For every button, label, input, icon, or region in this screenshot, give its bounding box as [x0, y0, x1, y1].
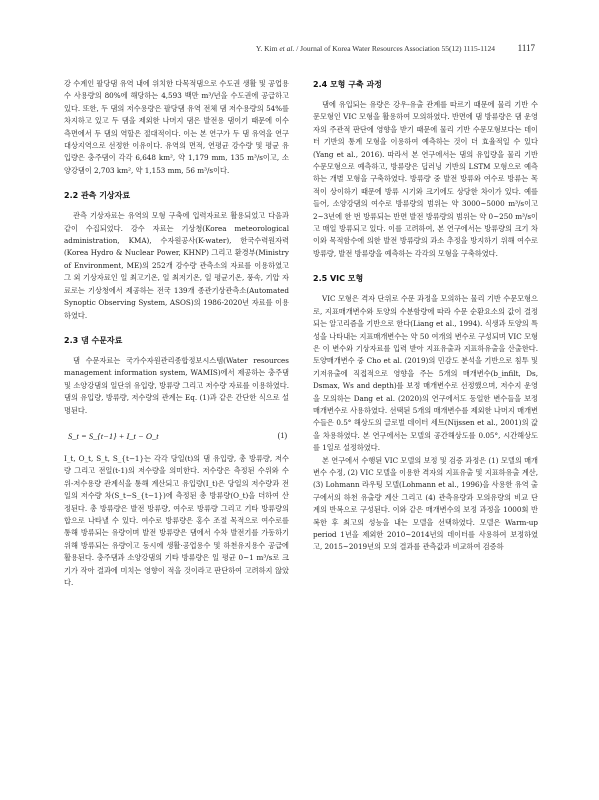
equation-expression: S_t = S_{t−1} + I_t − O_t	[68, 430, 159, 441]
left-column	[64, 78, 289, 589]
section-heading-2-2: 2.2 관측 기상자료	[64, 191, 131, 201]
paragraph-dam-hydro-data: 댐 수문자료는 국가수자원관리종합정보시스템(Water resources management information system, WAMIS)에서 제공하는 충주댐 및 소양강댐의 일단위 유입량, 방류량 그리고 저수량 자료를 이용하였다. 댐의 유입량, 방류량, 저수량의 관계는 Eq. (1)과 같은 간단한 식으로 설명된다.	[64, 355, 289, 415]
section-heading-2-3: 2.3 댐 수문자료	[64, 335, 123, 345]
section-heading-2-5: 2.5 VIC 모형	[313, 274, 364, 284]
section-heading-2-4: 2.4 모형 구축 과정	[313, 80, 382, 89]
paragraph-weather-data: 관측 기상자료는 유역의 모형 구축에 입력자료로 활용되었고 다음과 같이 수집되었다. 강수 자료는 기상청(Korea meteorological administration, KMA), 수자원공사(K-water), 한국수력원자력(Korea Hydro & Nuclear Power, KHNP) 그리고 환경부(Ministry of Environment, ME)의 252개 강수량 관측소의 자료를 이용하였고 그 외 기상자료인 일 최고기온, 일 최저기온, 일 평균기온, 풍속, 기압 자료로는 기상청에서 제공하는 전국 139개 종관기상관측소(Automated Synoptic Observing System, ASOS)의 1986-2020년 자료를 이용하였다.	[64, 211, 289, 320]
right-column	[313, 78, 538, 554]
running-header	[64, 44, 535, 58]
page-number: 1117	[517, 43, 535, 53]
equation-number: (1)	[277, 430, 287, 440]
paragraph-equation-description: I_t, O_t, S_t, S_{t−1}는 각각 당일(t)의 댐 유입량, 총 방류량, 저수량 그리고 전일(t-1)의 저수량을 의미한다. 저수량은 측정된 수위와 수위-저수용량 관계식을 통해 계산되고 유입량(I_t)은 당일의 저수량과 전일의 저수량 차(S_t−S_{t−1})에 측정된 총 방류량(O_t)을 더하여 산정된다. 총 방류량은 발전 방류량, 여수로 방류량 그리고 기타 방류량의 합으로 나타낼 수 있다. 여수로 방류량은 홍수 조절 목적으로 여수로를 통해 방류되는 유량이며 발전 방류량은 댐에서 수차 발전기를 가동하기 위해 방류되는 유량이고 동시에 생활·공업용수 및 하천유지용수 공급에 활용된다. 충주댐과 소양강댐의 기타 방류량은 일 평균 0~1 m³/s로 크기가 작아 결과에 미치는 영향이 적을 것이라고 판단하여 고려하지 않았다.	[64, 453, 289, 587]
paragraph-study-area: 강 수계인 팔당댐 유역 내에 위치한 다목적댐으로 수도권 생활 및 공업용수 사용량의 80%에 해당하는 4,593 백만 m³/년을 수도권에 공급하고 있다. 또한, 두 댐의 저수용량은 팔당댐 유역 전체 댐 저수용량의 54%를 차지하고 있고 두 댐을 제외한 나머지 댐은 발전용 댐이기 때문에 이수 측면에서 두 댐의 역할은 절대적이다. 이는 본 연구가 두 댐 유역을 연구대상지역으로 선정한 이유이다. 유역의 면적, 연평균 강수량 및 평균 유입량은 충주댐이 각각 6,648 km², 약 1,179 mm, 135 m³/s이고, 소양강댐이 2,703 km², 약 1,153 mm, 56 m³/s이다.	[64, 79, 289, 175]
equation-1	[64, 421, 289, 451]
paragraph-vic-model: VIC 모형은 격자 단위로 수문 과정을 모의하는 물리 기반 수문모형으로, 지표매개변수와 토양의 수분함량에 따라 수문 순환요소의 값이 결정되는 알고리즘을 기반으로 한다(Liang et al., 1994). 식생과 토양의 특성을 나타내는 지표매개변수는 약 50 여개의 변수로 구성되며 VIC 모형은 이 변수와 기상자료를 입력 받아 지표유출과 지표하유출을 산출한다. 토양매개변수 중 Cho et al. (2019)의 민감도 분석을 기반으로 침투 및 기저유출에 직접적으로 영향을 주는 5개의 매개변수(b_infilt, Ds, Dsmax, Ws and depth)를 보정 매개변수로 선정했으며, 저수지 운영을 모의하는 Dang et al. (2020)의 연구에서도 동일한 변수들을 보정 매개변수로 사용하였다. 선택된 5개의 매개변수를 제외한 나머지 매개변수들은 0.5° 해상도의 글로벌 데이터 세트(Nijssen et al., 2001)의 값을 차용하였다. 본 연구에서는 모델의 공간해상도를 0.05°, 시간해상도를 1일로 설정하였다.	[313, 294, 538, 453]
paragraph-model-construction: 댐에 유입되는 유량은 강우-유출 관계를 따르기 때문에 물리 기반 수문모형인 VIC 모형을 활용하여 모의하였다. 반면에 댐 방류량은 댐 운영자의 주관적 판단에 영향을 받기 때문에 물리 기반 수문모형보다는 데이터 기반의 통계 모형을 이용하여 예측하는 것이 더 효율적일 수 있다(Yang et al., 2016). 따라서 본 연구에서는 댐의 유입량을 물리 기반 수문모형으로 예측하고, 방류량은 딥러닝 기반의 LSTM 모형으로 예측하는 개별 모형을 구축하였다. 방류량 중 발전 방류와 여수로 방류는 목적이 상이하기 때문에 방류 시기와 크기에도 상당한 차이가 있다. 예를 들어, 소양강댐의 여수로 방류량의 범위는 약 3000~5000 m³/s이고 2~3년에 한 번 방류되는 반면 발전 방류량의 범위는 약 0~250 m³/s이고 매일 방류되고 있다. 이를 고려하여, 본 연구에서는 방류량의 크기 차이와 목적함수에 의한 발전 방류량의 과소 추정을 방지하기 위해 여수로 방류량, 발전 방류량을 예측하는 각각의 모형을 구축하였다.	[313, 100, 538, 258]
journal-citation: Y. Kim et al. / Journal of Korea Water Resources Association 55(12) 1115-1124	[255, 44, 495, 53]
paragraph-vic-calibration: 본 연구에서 수행된 VIC 모델의 보정 및 검증 과정은 (1) 모델의 매개변수 수정, (2) VIC 모델을 이용한 격자의 지표유출 및 지표하유출 계산, (3) Lohmann 라우팅 모델(Lohmann et al., 1996)을 사용한 유역 출구에서의 하천 유출량 계산 그리고 (4) 관측유량과 모의유량의 비교 단계의 반복으로 구성된다. 이와 같은 매개변수의 보정 과정을 1000회 반복한 후 최고의 성능을 내는 모델을 선택하였다. 모델은 Warm-up period 1년을 제외한 2010~2014년의 데이터를 사용하여 보정하였고, 2015~2019년의 모의 결과를 관측값과 비교하여 검증하	[313, 455, 538, 552]
